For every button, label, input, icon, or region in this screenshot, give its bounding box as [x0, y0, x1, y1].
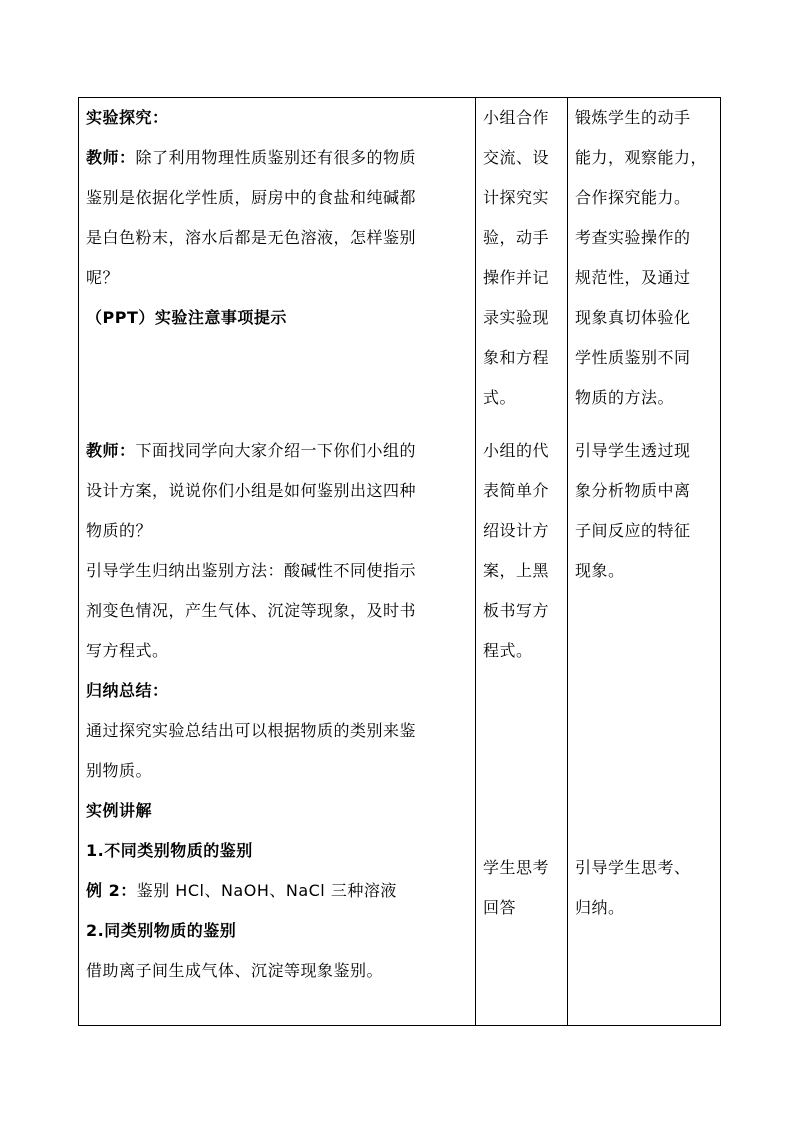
student-activity-1: 小组合作 交流、设 计探究实 验，动手 操作并记 录实验现 象和方程 式。	[483, 108, 550, 407]
lesson-plan-table	[78, 97, 721, 1026]
summary-line-1: 通过探究实验总结出可以根据物质的类别来鉴	[86, 721, 417, 740]
example-2-label: 例 2：	[86, 881, 137, 900]
teacher-prompt-line-1: 教师：下面找同学向大家介绍一下你们小组的	[86, 441, 417, 460]
summary-line-2: 别物质。	[86, 761, 153, 780]
teacher-prompt-line-2: 设计方案，说说你们小组是如何鉴别出这四种	[86, 481, 417, 500]
teacher-question-line-2: 鉴别是依据化学性质，厨房中的食盐和纯碱都	[86, 188, 417, 207]
presentation-section	[86, 431, 416, 991]
item-2-text: 借助离子间生成气体、沉淀等现象鉴别。	[86, 961, 384, 980]
student-activity-3: 学生思考 回答	[483, 858, 550, 917]
inquiry-heading: 实验探究：	[86, 108, 169, 127]
teacher-question-line-1: 教师：除了利用物理性质鉴别还有很多的物质	[86, 148, 417, 167]
design-intent-column	[567, 98, 720, 1025]
example-2-line: 例 2：鉴别 HCl、NaOH、NaCl 三种溶液	[86, 881, 397, 900]
item-1-heading: 1.不同类别物质的鉴别	[86, 841, 253, 860]
teacher-label: 教师：	[86, 148, 136, 167]
teacher-label: 教师：	[86, 441, 136, 460]
ppt-note: （PPT）实验注意事项提示	[86, 308, 287, 327]
teacher-activity-column	[79, 98, 475, 1025]
example-heading: 实例讲解	[86, 801, 153, 820]
teacher-question-line-3: 是白色粉末，溶水后都是无色溶液，怎样鉴别	[86, 228, 417, 247]
design-intent-2: 引导学生透过现 象分析物质中离 子间反应的特征 现象。	[575, 441, 691, 580]
guide-line-2: 剂变色情况，产生气体、沉淀等现象，及时书	[86, 601, 417, 620]
item-2-heading: 2.同类别物质的鉴别	[86, 921, 237, 940]
design-intent-3: 引导学生思考、 归纳。	[575, 858, 691, 917]
teacher-question-line-4: 呢？	[86, 268, 120, 287]
guide-line-1: 引导学生归纳出鉴别方法：酸碱性不同使指示	[86, 561, 417, 580]
guide-line-3: 写方程式。	[86, 641, 169, 660]
design-intent-1: 锻炼学生的动手 能力，观察能力， 合作探究能力。 考查实验操作的 规范性，及通过 现象真切体验化 学性质鉴别不同 物质的方法。	[575, 108, 708, 407]
inquiry-section	[86, 98, 416, 338]
student-activity-2: 小组的代 表简单介 绍设计方 案，上黑 板书写方 程式。	[483, 441, 550, 660]
teacher-prompt-line-3: 物质的？	[86, 521, 153, 540]
summary-heading: 归纳总结：	[86, 681, 169, 700]
student-activity-column	[475, 98, 567, 1025]
